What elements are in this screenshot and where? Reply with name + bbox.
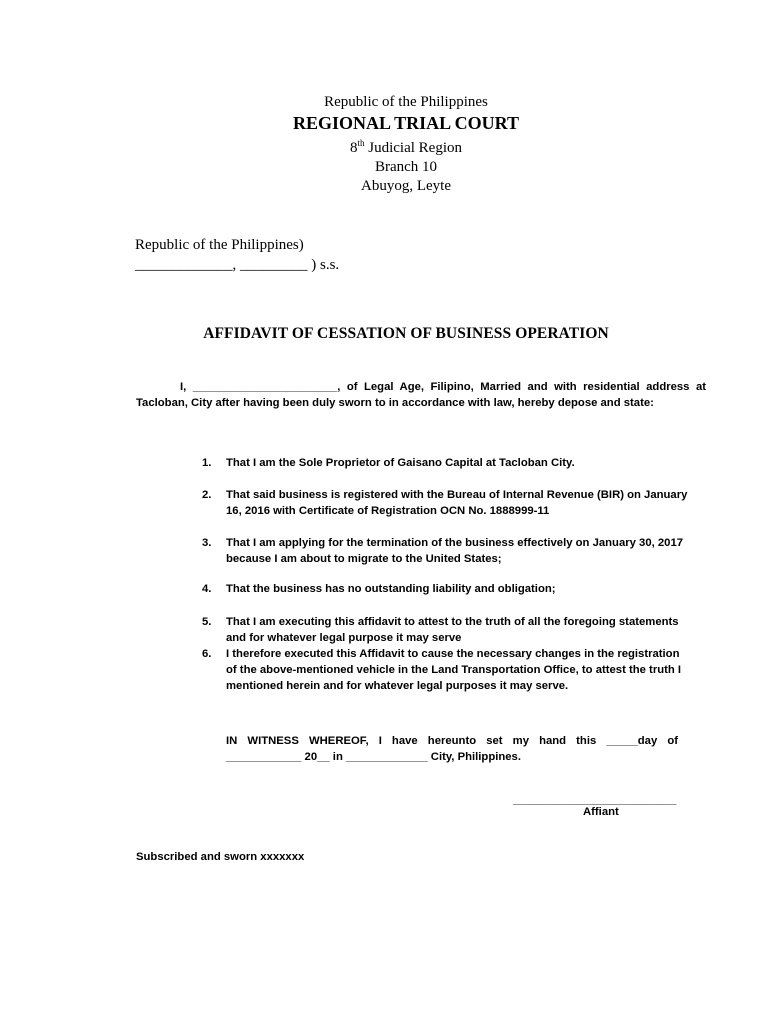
signature-line: __________________________	[513, 794, 677, 806]
venue-line-1: Republic of the Philippines)	[135, 237, 304, 253]
republic-heading: Republic of the Philippines	[324, 94, 488, 110]
judicial-region: 8th Judicial Region	[349, 138, 462, 156]
intro-paragraph: I, _______________________, of Legal Age, Filipino, Married and with residential address at Tacloban, City after having been duly sworn to in accordance with law, hereby depose and state:	[136, 381, 706, 409]
court-location: Abuyog, Leyte	[361, 178, 451, 194]
document-title: AFFIDAVIT OF CESSATION OF BUSINESS OPERATION	[203, 325, 609, 342]
affiant-label: Affiant	[583, 806, 619, 818]
venue-line-2: _____________, _________ ) s.s.	[135, 257, 340, 273]
venue-block	[135, 235, 339, 275]
branch: Branch 10	[374, 159, 438, 175]
witness-paragraph: IN WITNESS WHEREOF, I have hereunto set my hand this _____day of ____________ 20__ in _____________ City, Philippines.	[226, 735, 678, 763]
court-name: REGIONAL TRIAL COURT	[292, 113, 520, 133]
document-header	[0, 93, 768, 196]
subscribed-sworn: Subscribed and sworn xxxxxxx	[136, 851, 305, 863]
